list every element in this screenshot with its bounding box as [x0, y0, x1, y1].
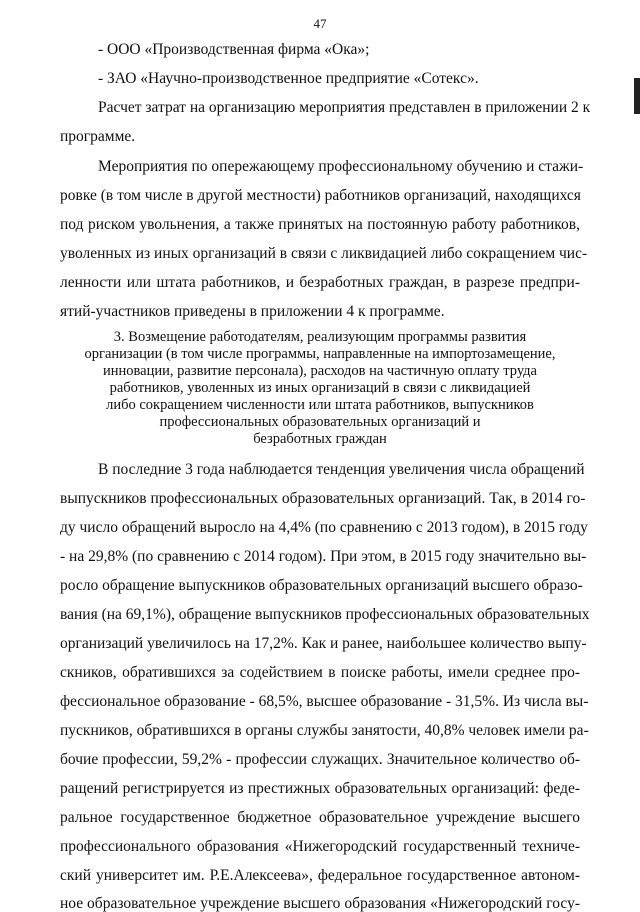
heading-line: профессиональных образовательных организаций и — [159, 414, 481, 430]
list-item: - ЗАО «Научно-производственное предприятие «Сотекс». — [98, 70, 479, 87]
page-number: 47 — [313, 16, 327, 31]
text-line: Мероприятия по опережающему профессиональному обучению и стажи- — [98, 158, 584, 175]
text-line: выпускников профессиональных образовательных организаций. Так, в 2014 го- — [60, 490, 586, 507]
text-line: под риском увольнения, а также принятых на постоянную работу работников, — [60, 216, 580, 233]
text-line: - на 29,8% (по сравнению с 2014 годом). При этом, в 2015 году значительно вы- — [60, 548, 587, 565]
heading-line: организации (в том числе программы, направленные на импортозамещение, — [84, 346, 556, 362]
list-item: - ООО «Производственная фирма «Ока»; — [98, 41, 370, 58]
scan-edge-mark — [634, 78, 640, 114]
text-line: ровке (в том числе в другой местности) работников организаций, находящихся — [60, 187, 581, 204]
text-line: ральное государственное бюджетное образовательное учреждение высшего — [60, 809, 580, 826]
heading-line: либо сокращением численности или штата работников, выпускников — [106, 397, 534, 413]
text-line: организаций увеличилось на 17,2%. Как и ранее, наибольшее количество выпу- — [60, 635, 587, 652]
text-line: ное образовательное учреждение высшего образования «Нижегородский госу- — [60, 895, 580, 912]
text-line: ду число обращений выросло на 4,4% (по сравнению с 2013 годом), в 2015 году — [60, 519, 588, 536]
text-line: бочие профессии, 59,2% - профессии служащих. Значительное количество об- — [60, 751, 580, 768]
text-line: В последние 3 года наблюдается тенденция увеличения числа обращений — [98, 461, 585, 478]
text-line: профессионального образования «Нижегородский государственный техниче- — [60, 838, 580, 855]
text-line: ращений регистрируется из престижных образовательных организаций: феде- — [60, 780, 580, 797]
text-line: скников, обратившихся за содействием в поиске работы, имели среднее про- — [60, 664, 580, 681]
text-line: уволенных из иных организаций в связи с ликвидацией либо сокращением чис- — [60, 245, 588, 262]
text-line: программе. — [60, 128, 136, 145]
heading-line: безработных граждан — [253, 431, 387, 447]
text-line: ленности или штата работников, и безработных граждан, в разрезе предпри- — [60, 274, 580, 291]
text-line: вания (на 69,1%), обращение выпускников профессиональных образовательных — [60, 606, 590, 623]
text-line: Расчет затрат на организацию мероприятия представлен в приложении 2 к — [98, 99, 591, 116]
heading-line: инновации, развитие персонала), расходов на частичную оплату труда — [103, 363, 537, 379]
text-line: ский университет им. Р.Е.Алексеева», федеральное государственное автоном- — [60, 867, 580, 884]
text-line: фессиональное образование - 68,5%, высшее образование - 31,5%. Из числа вы- — [60, 693, 589, 710]
text-line: пускников, обратившихся в органы службы занятости, 40,8% человек имели ра- — [60, 722, 589, 739]
heading-line: 3. Возмещение работодателям, реализующим программы развития — [113, 329, 527, 345]
heading-line: работников, уволенных из иных организаций в связи с ликвидацией — [109, 380, 531, 396]
text-line: ятий-участников приведены в приложении 4 к программе. — [60, 303, 445, 320]
text-line: росло обращение выпускников образовательных организаций высшего образо- — [60, 577, 583, 594]
